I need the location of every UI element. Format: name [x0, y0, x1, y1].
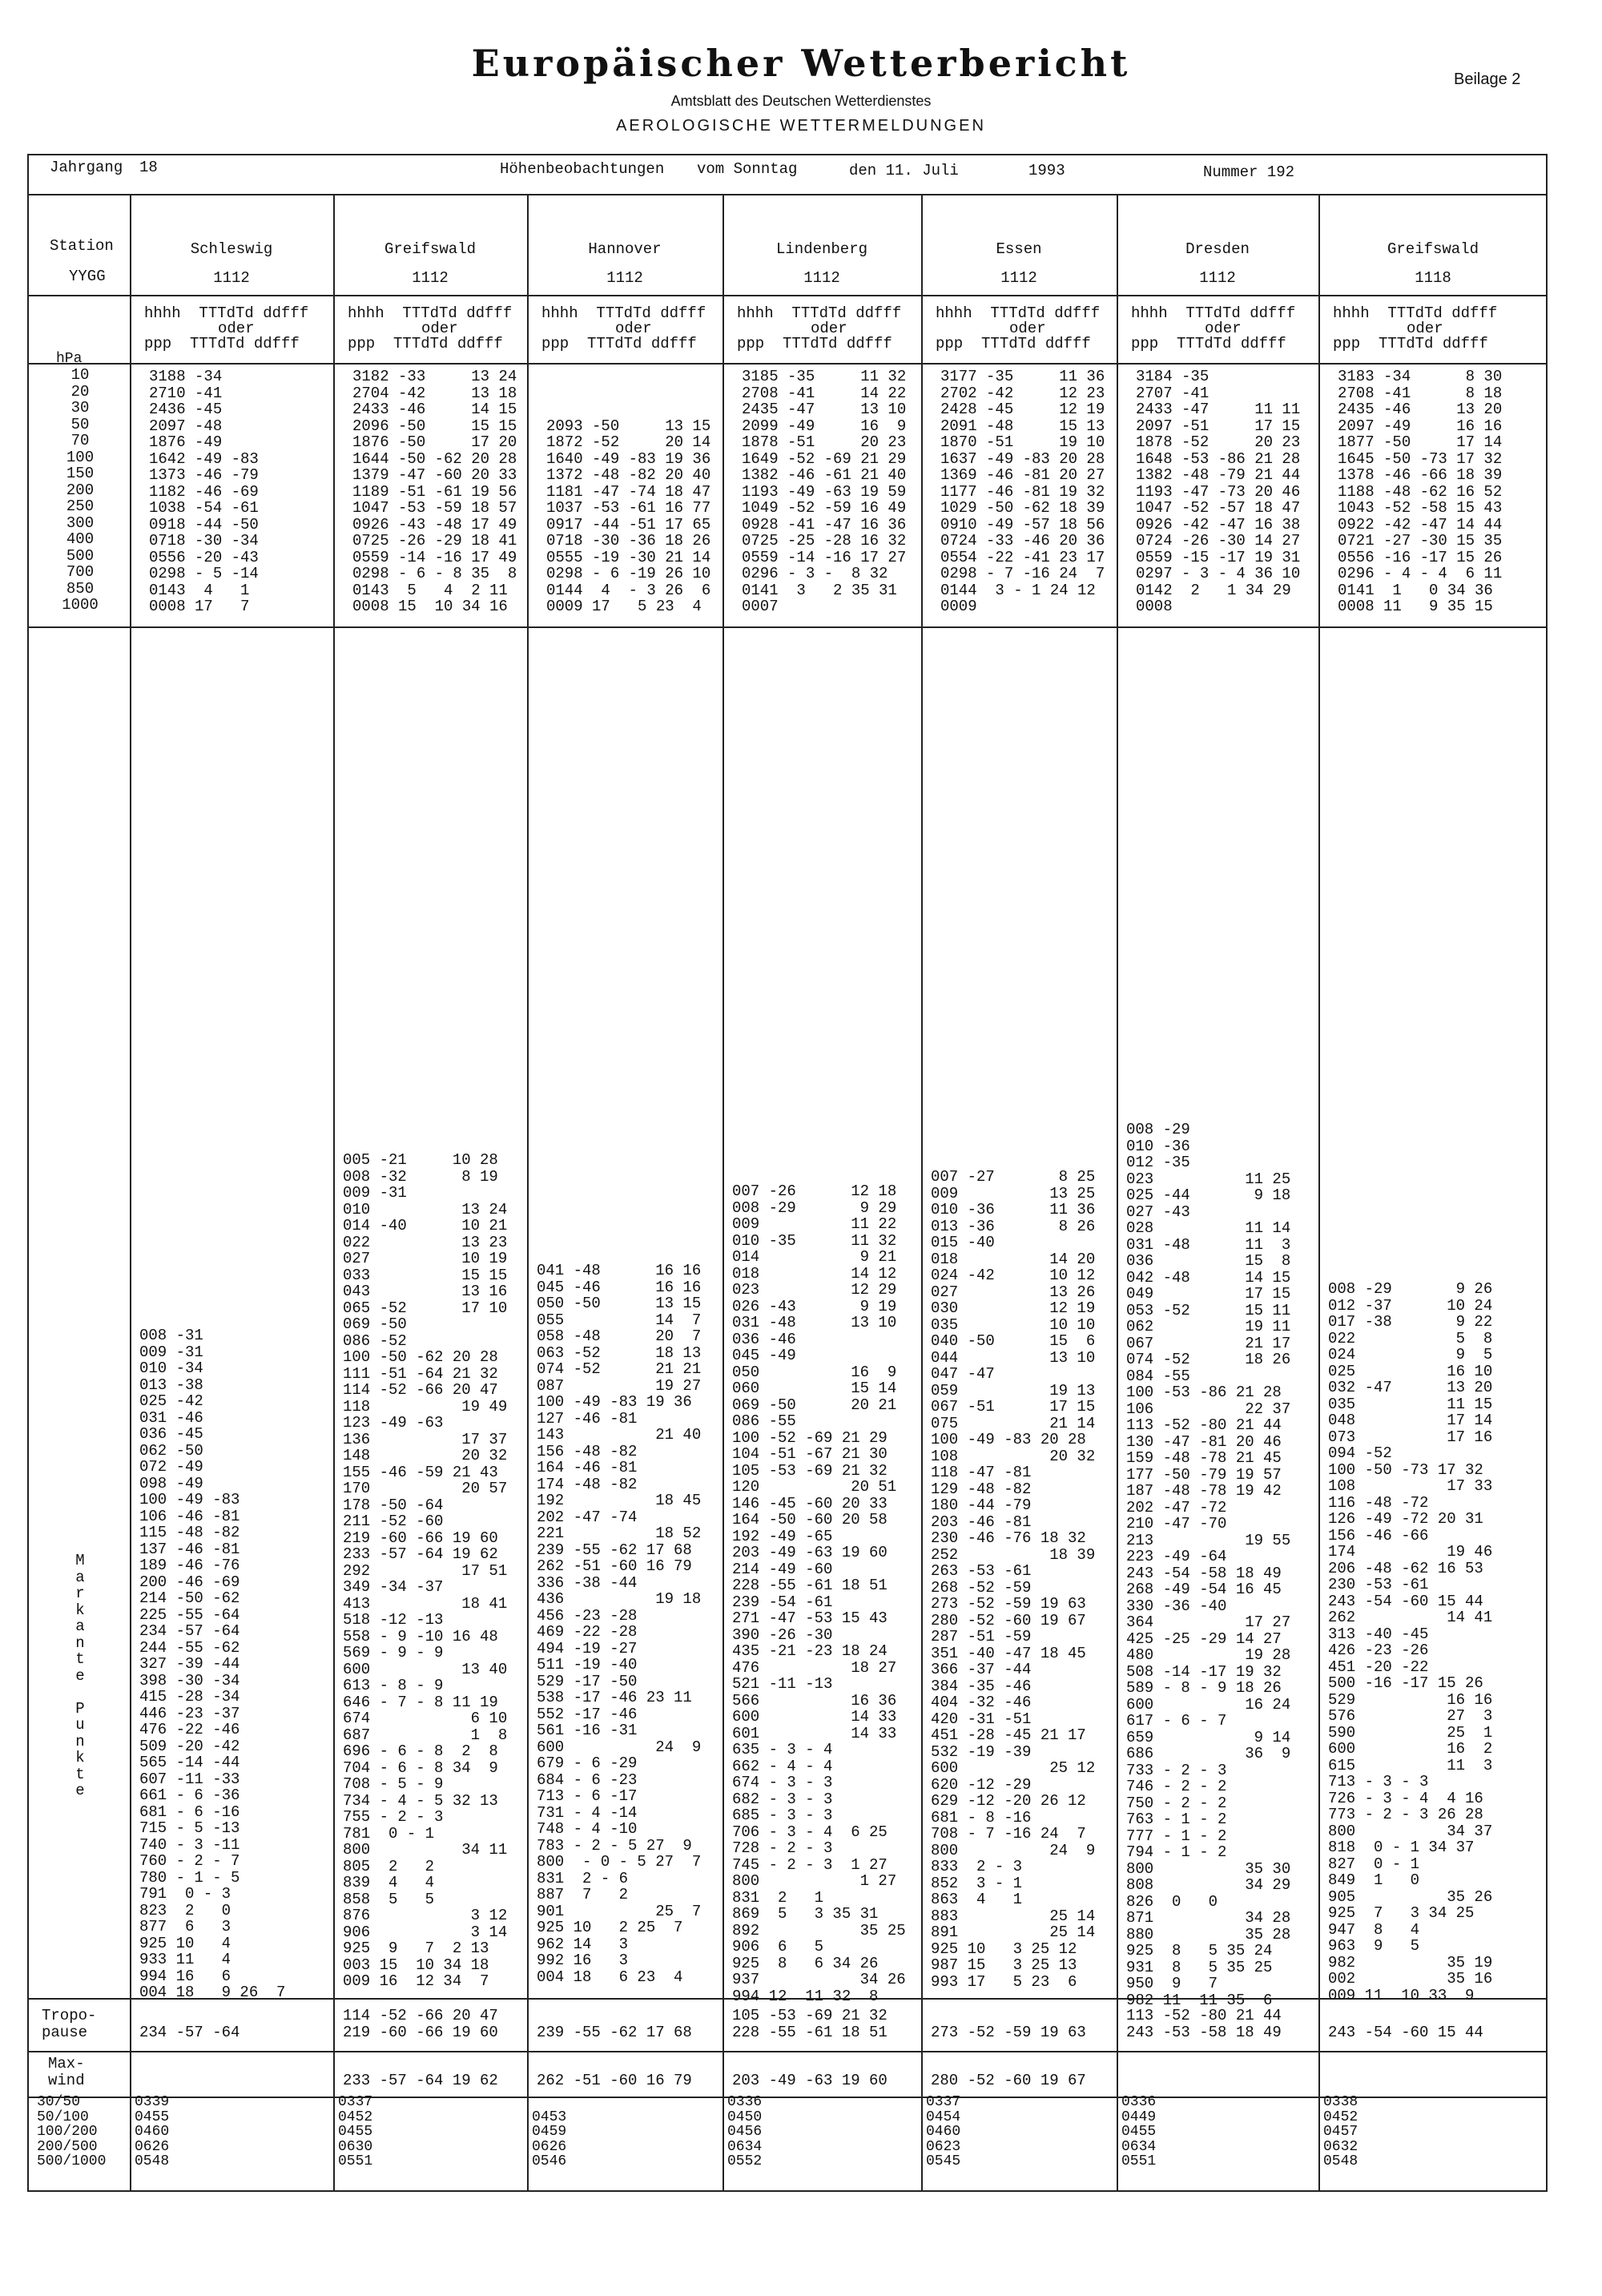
station-name: Hannover [588, 240, 662, 258]
tropopause-values: 113 -52 -80 21 44 243 -53 -58 18 49 [1126, 2007, 1282, 2041]
nummer-text: Nummer 192 [1203, 163, 1295, 181]
column-head-mid: oder [1407, 320, 1443, 337]
standard-level-values: 3183 -34 8 30 2708 -41 8 18 2435 -46 13 20 2097 -49 16 16 1877 -50 17 14 1645 -50 -73 17 32 1378 -46 -66 18 39 1188 -48 -62 16 52 1043 -52 -58 15 43 0922 -42 -47 14 44 0721 -27 -30 15 35 0556 -16 -17 15 26 0296 - 4 - 4 6 11 0141 1 0 34 36 0008 11 9 35 15 [1338, 368, 1503, 615]
station-name: Greifswald [1387, 240, 1479, 258]
column-head-top: hhhh TTTdTd ddfff [144, 304, 309, 322]
col-divider [921, 194, 923, 2192]
wind-shear-values: 0453 0459 0626 0546 [532, 2109, 567, 2169]
col-divider [1117, 194, 1118, 2192]
standard-level-values: 3177 -35 11 36 2702 -42 12 23 2428 -45 12 19 2091 -48 15 13 1870 -51 19 10 1637 -49 -83 20 28 1369 -46 -81 20 27 1177 -46 -81 19 32 1029 -50 -62 18 39 0910 -49 -57 18 56 0724 -33 -46 20 36 0554 -22 -41 23 17 0298 - 7 -16 24 7 0144 3 - 1 24 12 0009 [940, 368, 1105, 615]
wind-shear-values: 0336 0449 0455 0634 0551 [1121, 2094, 1157, 2169]
station-name: Lindenberg [775, 240, 868, 258]
column-head-mid: oder [421, 320, 458, 337]
column-head-bottom: ppp TTTdTd ddfff [1131, 335, 1286, 352]
maxwind-values: 233 -57 -64 19 62 [343, 2071, 498, 2089]
significant-point-values: 008 -29 9 26 012 -37 10 24 017 -38 9 22 022 5 8 024 9 5 025 16 10 032 -47 13 20 035 11 15 048 17 14 073 17 16 094 -52 100 -50 -73 17 32 108 17 33 116 -48 -72 126 -49 -72 20 31 156 -46 -66 174 19 46 206 -48 -62 16 53 230 -53 -61 243 -54 -60 15 44 262 14 41 313 -40 -45 426 -23 -26 451 -20 -22 500 -16 -17 15 26 529 16 16 576 27 3 590 25 1 600 16 2 615 11 3 713 - 3 - 3 726 - 3 - 4 4 16 773 - 2 - 3 26 28 800 34 37 818 0 - 1 34 37 827 0 - 1 849 1 0 905 35 26 925 7 3 34 25 947 8 4 963 9 5 982 35 19 002 35 16 009 11 10 33 9 [1328, 1280, 1493, 2004]
significant-point-values: 041 -48 16 16 045 -46 16 16 050 -50 13 15 055 14 7 058 -48 20 7 063 -52 18 13 074 -52 21 21 087 19 27 100 -49 -83 19 36 127 -46 -81 143 21 40 156 -48 -82 164 -46 -81 174 -48 -82 192 18 45 202 -47 -74 221 18 52 239 -55 -62 17 68 262 -51 -60 16 79 336 -38 -44 436 19 18 456 -23 -28 469 -22 -28 494 -19 -27 511 -19 -40 529 -17 -50 538 -17 -46 23 11 552 -17 -46 561 -16 -31 600 24 9 679 - 6 -29 684 - 6 -23 713 - 6 -17 731 - 4 -14 748 - 4 -10 783 - 2 - 5 27 9 800 - 0 - 5 27 7 831 2 - 6 887 7 2 901 25 7 925 10 2 25 7 962 14 3 992 16 3 004 18 6 23 4 [537, 1262, 702, 1986]
significant-point-values: 008 -31 009 -31 010 -34 013 -38 025 -42 031 -46 036 -45 062 -50 072 -49 098 -49 100 -49 -83 106 -46 -81 115 -48 -82 137 -46 -81 189 -46 -76 200 -46 -69 214 -50 -62 225 -55 -64 234 -57 -64 244 -55 -62 327 -39 -44 398 -30 -34 415 -28 -34 446 -23 -37 476 -22 -46 509 -20 -42 565 -14 -44 607 -11 -33 661 - 6 -36 681 - 6 -16 715 - 5 -13 740 - 3 -11 760 - 2 - 7 780 - 1 - 5 791 0 - 3 823 2 0 877 6 3 925 10 4 933 11 4 994 16 6 004 18 9 26 7 [139, 1327, 286, 2001]
tropopause-values: 105 -53 -69 21 32 228 -55 -61 18 51 [732, 2007, 888, 2041]
tropopause-values: 239 -55 -62 17 68 [537, 2023, 692, 2041]
maxwind-values: 203 -49 -63 19 60 [732, 2071, 888, 2089]
station-name: Essen [996, 240, 1042, 258]
column-head-bottom: ppp TTTdTd ddfff [541, 335, 697, 352]
markante-punkte-label: M a r k a n t e P u n k t e [75, 1552, 85, 1799]
col-divider [333, 194, 335, 2192]
column-head-top: hhhh TTTdTd ddfff [348, 304, 513, 322]
station-yygg: 1112 [803, 269, 840, 287]
year-text: 1993 [1028, 162, 1065, 179]
column-head-bottom: ppp TTTdTd ddfff [936, 335, 1091, 352]
pressure-levels: 10 20 30 50 70 100 150 200 250 300 400 500 700 850 1000 [62, 366, 99, 614]
jahrgang-value: 18 [139, 159, 158, 176]
station-yygg: 1112 [1000, 269, 1037, 287]
report-subtitle: Amtsblatt des Deutschen Wetterdienstes [670, 93, 932, 109]
tropopause-values: 234 -57 -64 [139, 2023, 240, 2041]
significant-point-values: 007 -26 12 18 008 -29 9 29 009 11 22 010 -35 11 32 014 9 21 018 14 12 023 12 29 026 -43 9 19 031 -48 13 10 036 -46 045 -49 050 16 9 060 15 14 069 -50 20 21 086 -55 100 -52 -69 21 29 104 -51 -67 21 30 105 -53 -69 21 32 120 20 51 146 -45 -60 20 33 164 -50 -60 20 58 192 -49 -65 203 -49 -63 19 60 214 -49 -60 228 -55 -61 18 51 239 -54 -61 271 -47 -53 15 43 390 -26 -30 435 -21 -23 18 24 476 18 27 521 -11 -13 566 16 36 600 14 33 601 14 33 635 - 3 - 4 662 - 4 - 4 674 - 3 - 3 682 - 3 - 3 685 - 3 - 3 706 - 3 - 4 6 25 728 - 2 - 3 745 - 2 - 3 1 27 800 1 27 831 2 1 869 5 3 35 31 892 35 25 906 6 5 925 8 6 34 26 937 34 26 994 12 11 32 8 [732, 1182, 906, 2005]
significant-point-values: 007 -27 8 25 009 13 25 010 -36 11 36 013 -36 8 26 015 -40 018 14 20 024 -42 10 12 027 13 26 030 12 19 035 10 10 040 -50 15 6 044 13 10 047 -47 059 19 13 067 -51 17 15 075 21 14 100 -49 -83 20 28 108 20 32 118 -47 -81 129 -48 -82 180 -44 -79 203 -46 -81 230 -46 -76 18 32 252 18 39 263 -53 -61 268 -52 -59 273 -52 -59 19 63 280 -52 -60 19 67 287 -51 -59 351 -40 -47 18 45 366 -37 -44 384 -35 -46 404 -32 -46 420 -31 -51 451 -28 -45 21 17 532 -19 -39 600 25 12 620 -12 -29 629 -12 -20 26 12 681 - 8 -16 708 - 7 -16 24 7 800 24 9 833 2 - 3 852 3 - 1 863 4 1 883 25 14 891 25 14 925 10 3 25 12 987 15 3 25 13 993 17 5 23 6 [931, 1168, 1096, 1991]
station-label: Station [50, 237, 114, 255]
station-yygg: 1112 [1199, 269, 1236, 287]
tropopause-values: 114 -52 -66 20 47 219 -60 -66 19 60 [343, 2007, 498, 2041]
maxwind-label: Max- wind [48, 2055, 85, 2089]
beilage-label: Beilage 2 [1454, 70, 1521, 88]
station-name: Greifswald [384, 240, 477, 258]
standard-level-values: 2093 -50 13 15 1872 -52 20 14 1640 -49 -83 19 36 1372 -48 -82 20 40 1181 -47 -74 18 47 1037 -53 -61 16 77 0917 -44 -51 17 65 0718 -30 -36 18 26 0555 -19 -30 21 14 0298 - 6 -19 26 10 0144 4 - 3 26 6 0009 17 5 23 4 [546, 417, 711, 615]
station-name: Dresden [1185, 240, 1250, 258]
standard-level-values: 3184 -35 2707 -41 2433 -47 11 11 2097 -51 17 15 1878 -52 20 23 1648 -53 -86 21 28 1382 -48 -79 21 44 1193 -47 -73 20 46 1047 -52 -57 18 47 0926 -42 -47 16 38 0724 -26 -30 14 27 0559 -15 -17 19 31 0297 - 3 - 4 36 10 0142 2 1 34 29 0008 [1136, 368, 1301, 615]
column-head-bottom: ppp TTTdTd ddfff [348, 335, 503, 352]
maxwind-values: 262 -51 -60 16 79 [537, 2071, 692, 2089]
column-head-mid: oder [1009, 320, 1046, 337]
standard-level-values: 3188 -34 2710 -41 2436 -45 2097 -48 1876 -49 1642 -49 -83 1373 -46 -79 1182 -46 -69 1038 -54 -61 0918 -44 -50 0718 -30 -34 0556 -20 -43 0298 - 5 -14 0143 4 1 0008 17 7 [149, 368, 259, 615]
station-yygg: 1112 [606, 269, 643, 287]
column-head-top: hhhh TTTdTd ddfff [936, 304, 1101, 322]
maxwind-values: 280 -52 -60 19 67 [931, 2071, 1086, 2089]
wind-shear-values: 0338 0452 0457 0632 0548 [1323, 2094, 1358, 2169]
station-name: Schleswig [190, 240, 273, 258]
standard-level-values: 3182 -33 13 24 2704 -42 13 18 2433 -46 14 15 2096 -50 15 15 1876 -50 17 20 1644 -50 -62 20 28 1379 -47 -60 20 33 1189 -51 -61 19 56 1047 -53 -59 18 57 0926 -43 -48 17 49 0725 -26 -29 18 41 0559 -14 -16 17 49 0298 - 6 - 8 35 8 0143 5 4 2 11 0008 15 10 34 16 [352, 368, 517, 615]
col-divider [723, 194, 724, 2192]
station-yygg: 1112 [412, 269, 449, 287]
column-head-mid: oder [1205, 320, 1242, 337]
column-head-top: hhhh TTTdTd ddfff [1131, 304, 1296, 322]
column-head-mid: oder [218, 320, 255, 337]
standard-level-values: 3185 -35 11 32 2708 -41 14 22 2435 -47 13 10 2099 -49 16 9 1878 -51 20 23 1649 -52 -69 21 29 1382 -46 -61 21 40 1193 -49 -63 19 59 1049 -52 -59 16 49 0928 -41 -47 16 36 0725 -25 -28 16 32 0559 -14 -16 17 27 0296 - 3 - 8 32 0141 3 2 35 31 0007 [742, 368, 907, 615]
tropopause-values: 243 -54 -60 15 44 [1328, 2023, 1483, 2041]
wind-shear-labels: 30/50 50/100 100/200 200/500 500/1000 [37, 2094, 107, 2169]
jahrgang-label: Jahrgang [50, 159, 123, 176]
yygg-label: YYGG [69, 268, 106, 285]
hpa-label: hPa [56, 351, 83, 367]
wind-shear-values: 0336 0450 0456 0634 0552 [727, 2094, 763, 2169]
column-head-top: hhhh TTTdTd ddfff [737, 304, 902, 322]
report-title: Europäischer Wetterbericht [471, 42, 1131, 85]
col-divider [1318, 194, 1320, 2192]
column-head-bottom: ppp TTTdTd ddfff [144, 335, 300, 352]
column-head-top: hhhh TTTdTd ddfff [1333, 304, 1498, 322]
station-yygg: 1118 [1415, 269, 1451, 287]
station-yygg: 1112 [213, 269, 250, 287]
significant-point-values: 005 -21 10 28 008 -32 8 19 009 -31 010 13 24 014 -40 10 21 022 13 23 027 10 19 033 15 15 043 13 16 065 -52 17 10 069 -50 086 -52 100 -50 -62 20 28 111 -51 -64 21 32 114 -52 -66 20 47 118 19 49 123 -49 -63 136 17 37 148 20 32 155 -46 -59 21 43 170 20 57 178 -50 -64 211 -52 -60 219 -60 -66 19 60 233 -57 -64 19 62 292 17 51 349 -34 -37 413 18 41 518 -12 -13 558 - 9 -10 16 48 569 - 9 - 9 600 13 40 613 - 8 - 9 646 - 7 - 8 11 19 674 6 10 687 1 8 696 - 6 - 8 2 8 704 - 6 - 8 34 9 708 - 5 - 9 734 - 4 - 5 32 13 755 - 2 - 3 781 0 - 1 800 34 11 805 2 2 839 4 4 858 5 5 876 3 12 906 3 14 925 9 7 2 13 003 15 10 34 18 009 16 12 34 7 [343, 1151, 508, 1990]
column-head-bottom: ppp TTTdTd ddfff [1333, 335, 1488, 352]
col-divider [527, 194, 529, 2192]
section-title: AEROLOGISCHE WETTERMELDUNGEN [616, 117, 986, 135]
date-text: den 11. Juli [849, 162, 959, 179]
tropopause-label: Tropo- pause [42, 2007, 97, 2041]
wind-shear-values: 0337 0452 0455 0630 0551 [338, 2094, 373, 2169]
column-head-bottom: ppp TTTdTd ddfff [737, 335, 892, 352]
wind-shear-values: 0339 0455 0460 0626 0548 [135, 2094, 170, 2169]
col-divider [130, 194, 131, 2192]
significant-point-values: 008 -29 010 -36 012 -35 023 11 25 025 -44 9 18 027 -43 028 11 14 031 -48 11 3 036 15 8 042 -48 14 15 049 17 15 053 -52 15 11 062 19 11 067 21 17 074 -52 18 26 084 -55 100 -53 -86 21 28 106 22 37 113 -52 -80 21 44 130 -47 -81 20 46 159 -48 -78 21 45 177 -50 -79 19 57 187 -48 -78 19 42 202 -47 -72 210 -47 -70 213 19 55 223 -49 -64 243 -54 -58 18 49 268 -49 -54 16 45 330 -36 -40 364 17 27 425 -25 -29 14 27 480 19 28 508 -14 -17 19 32 589 - 8 - 9 18 26 600 16 24 617 - 6 - 7 659 9 14 686 36 9 733 - 2 - 3 746 - 2 - 2 750 - 2 - 2 763 - 1 - 2 777 - 1 - 2 794 - 1 - 2 800 35 30 808 34 29 826 0 0 871 34 28 880 35 28 925 8 5 35 24 931 8 5 35 25 950 9 7 982 11 11 35 6 [1126, 1121, 1291, 2009]
column-head-mid: oder [811, 320, 847, 337]
column-head-top: hhhh TTTdTd ddfff [541, 304, 706, 322]
column-head-mid: oder [615, 320, 652, 337]
tropopause-values: 273 -52 -59 19 63 [931, 2023, 1086, 2041]
day-text: vom Sonntag [697, 160, 798, 178]
wind-shear-values: 0337 0454 0460 0623 0545 [926, 2094, 961, 2169]
obs-label: Höhenbeobachtungen [500, 160, 665, 178]
